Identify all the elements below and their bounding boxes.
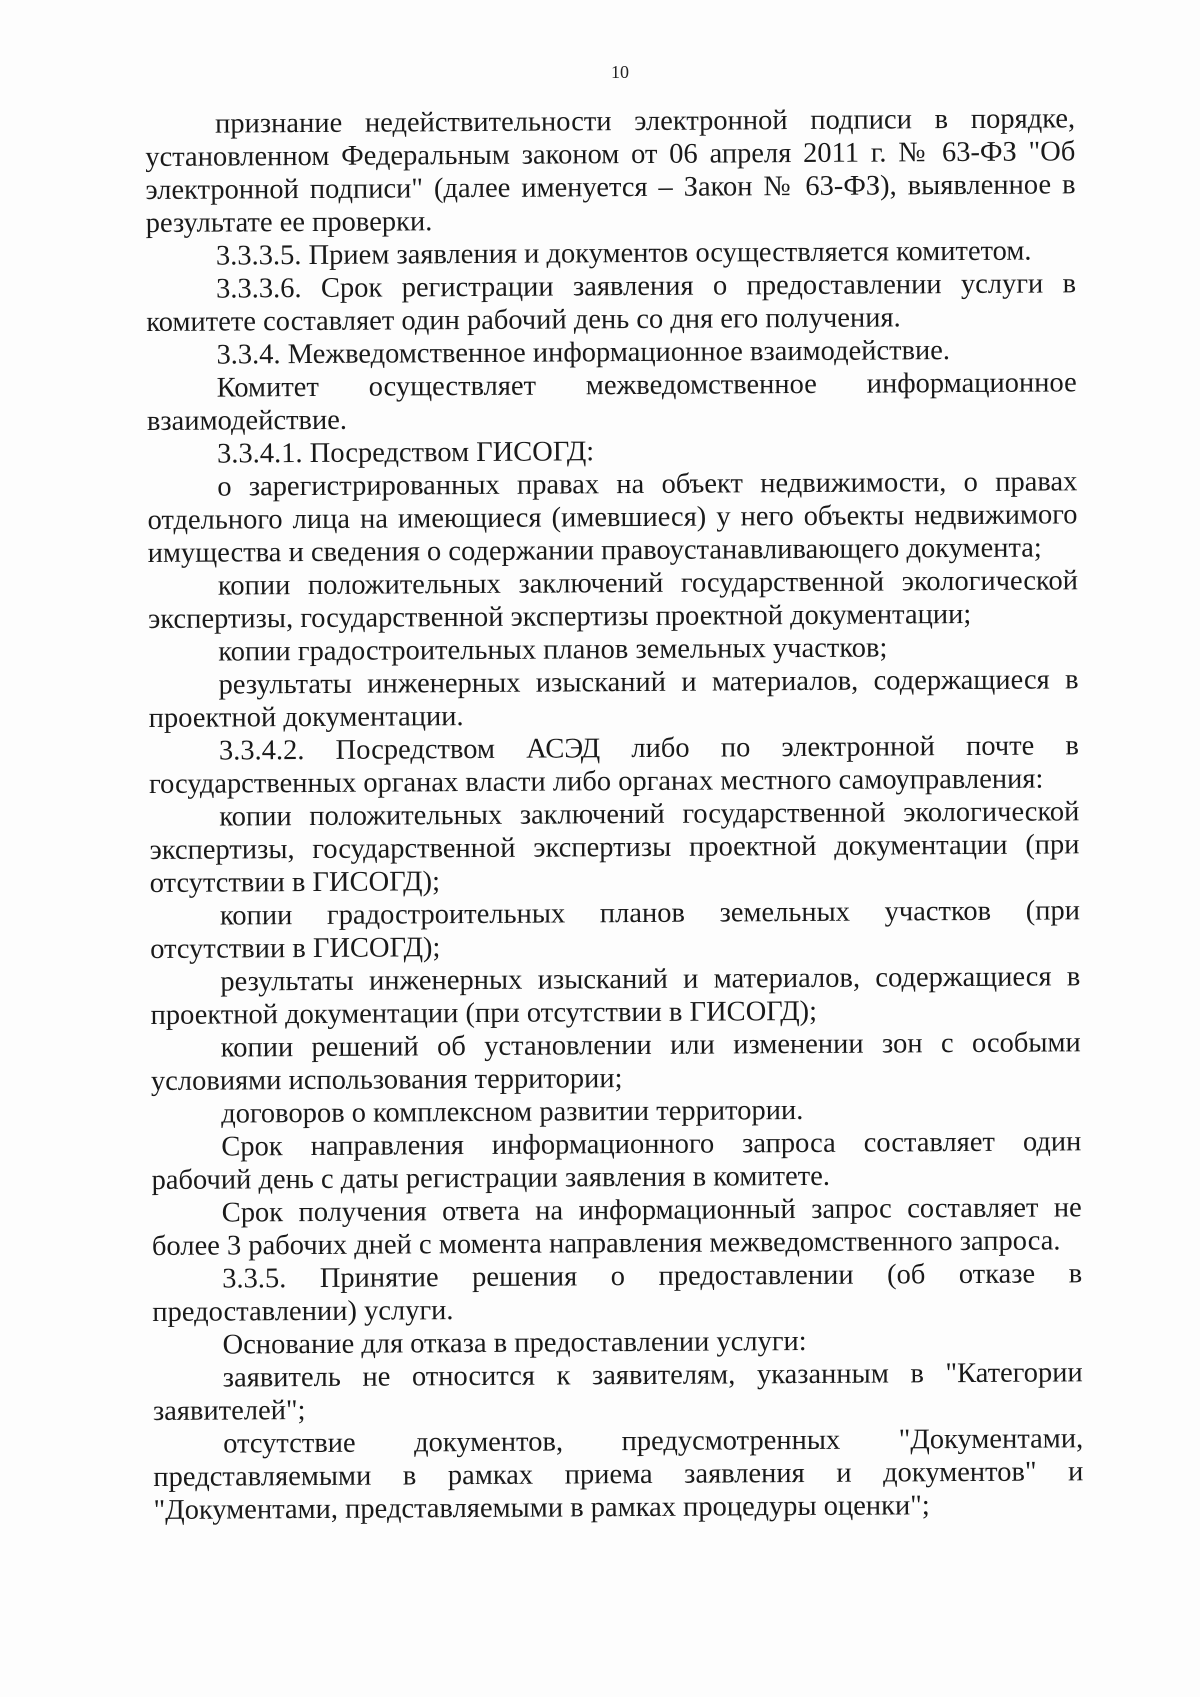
paragraph-committee-interaction: Комитет осуществляет межведомственное информационное взаимодействие. xyxy=(146,367,1077,437)
paragraph-missing-documents: отсутствие документов, предусмотренных "Документами, представляемыми в рамках приема заявления и документов" и "Документами, представляемыми в рамках процедуры оценки"; xyxy=(153,1423,1084,1526)
paragraph-signature-invalid: признание недействительности электронной подписи в порядке, установленном Федеральным законом от 06 апреля 2011 г. № 63-ФЗ "Об электронной подписи" (далее именуется – Закон № 63-ФЗ), выявленное в результате ее проверки. xyxy=(145,103,1076,239)
paragraph-refusal-grounds: Основание для отказа в предоставлении услуги: xyxy=(222,1325,807,1361)
paragraph-registered-rights: о зарегистрированных правах на объект недвижимости, о правах отдельного лица на имеющиеся (имевшиеся) у него объекты недвижимого имущества и сведения о содержании правоустанавливающего документа; xyxy=(147,466,1078,569)
paragraph-3-3-3-5: 3.3.3.5. Прием заявления и документов осуществляется комитетом. xyxy=(215,235,1032,272)
paragraph-expertise-copies: копии положительных заключений государственной экологической экспертизы, государственной экспертизы проектной документации; xyxy=(148,565,1079,635)
paragraph-urban-plans-ased: копии градостроительных планов земельных участков (при отсутствии в ГИСОГД); xyxy=(150,895,1081,965)
paragraph-3-3-4: 3.3.4. Межведомственное информационное взаимодействие. xyxy=(216,335,951,371)
page-number: 10 xyxy=(611,62,629,82)
paragraph-3-3-4-1: 3.3.4.1. Посредством ГИСОГД: xyxy=(217,436,595,470)
paragraph-3-3-4-2: 3.3.4.2. Посредством АСЭД либо по электронной почте в государственных органах власти либо органах местного самоуправления: xyxy=(149,730,1080,800)
paragraph-special-zones: копии решений об установлении или изменении зон с особыми условиями использования территории; xyxy=(150,1027,1081,1097)
document-body xyxy=(145,102,1084,1527)
paragraph-not-applicant: заявитель не относится к заявителям, указанным в "Категории заявителей"; xyxy=(152,1357,1083,1427)
paragraph-3-3-5: 3.3.5. Принятие решения о предоставлении (об отказе в предоставлении) услуги. xyxy=(152,1258,1083,1328)
paragraph-3-3-3-6: 3.3.3.6. Срок регистрации заявления о предоставлении услуги в комитете составляет один рабочий день со дня его получения. xyxy=(146,268,1077,338)
paragraph-request-deadline: Срок направления информационного запроса составляет один рабочий день с даты регистрации заявления в комитете. xyxy=(151,1126,1082,1196)
paragraph-urban-plans: копии градостроительных планов земельных участков; xyxy=(218,632,888,668)
paragraph-complex-development: договоров о комплексном развитии территории. xyxy=(221,1094,804,1130)
paragraph-engineering-results-ased: результаты инженерных изысканий и материалов, содержащиеся в проектной документации (при отсутствии в ГИСОГД); xyxy=(150,961,1081,1031)
paragraph-response-deadline: Срок получения ответа на информационный запрос составляет не более 3 рабочих дней с момента направления межведомственного запроса. xyxy=(151,1192,1082,1262)
paragraph-expertise-copies-ased: копии положительных заключений государственной экологической экспертизы, государственной экспертизы проектной документации (при отсутствии в ГИСОГД); xyxy=(149,796,1080,899)
paragraph-engineering-results: результаты инженерных изысканий и материалов, содержащиеся в проектной документации. xyxy=(148,664,1079,734)
